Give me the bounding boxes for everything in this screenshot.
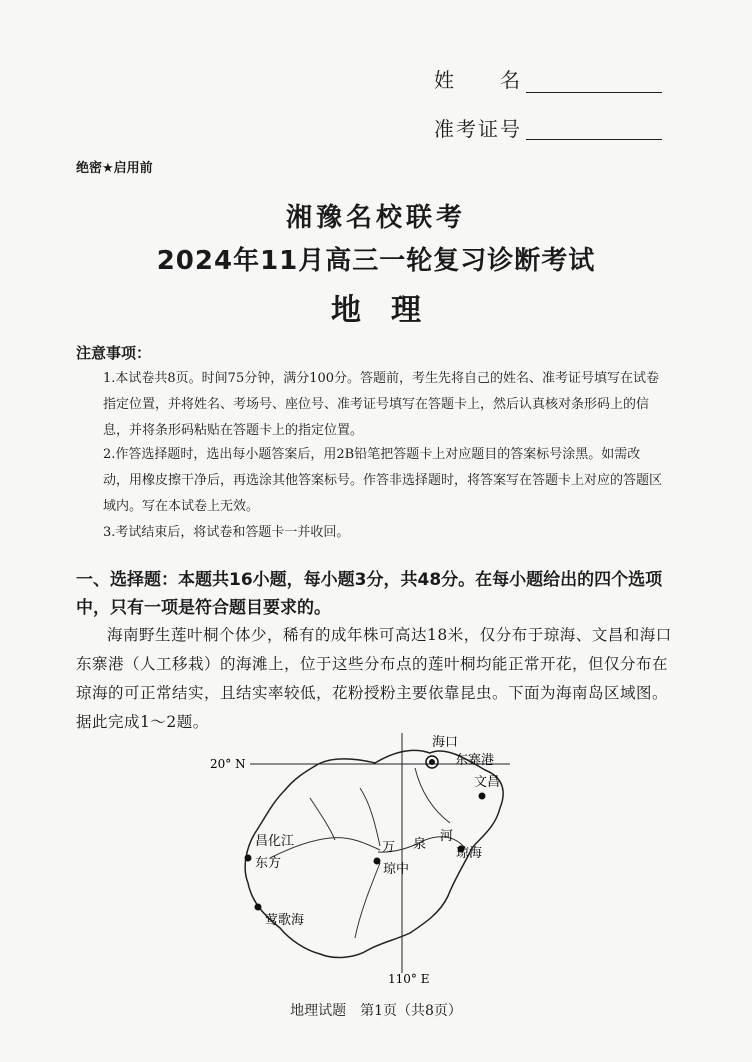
river-north xyxy=(360,788,380,846)
qiongzhong-label: 琼中 xyxy=(383,862,410,877)
qiongzhong-marker xyxy=(374,858,381,865)
wenchang-label: 文昌 xyxy=(474,775,501,790)
notice-heading: 注意事项： xyxy=(76,344,152,362)
yinggehai-marker xyxy=(255,904,262,911)
changhuajiang-label: 昌化江 xyxy=(255,834,295,849)
haikou-label: 海口 xyxy=(432,735,459,750)
subject-title: 地 理 xyxy=(331,293,421,328)
page-footer: 地理试题 第1页（共8页） xyxy=(290,1003,462,1019)
river-south xyxy=(355,863,380,938)
name-label: 姓 名 xyxy=(434,68,522,92)
dongfang-marker xyxy=(245,855,252,862)
wenchang-marker xyxy=(479,793,486,800)
wan-label: 万 xyxy=(382,840,396,855)
hainan-island-map xyxy=(210,728,530,988)
notice-item: 3.考试结束后，将试卷和答题卡一并收回。 xyxy=(103,525,350,540)
he-label: 河 xyxy=(440,829,454,844)
yinggehai-label: 莺歌海 xyxy=(265,913,305,928)
river-northeast xyxy=(415,768,450,823)
dongzhaigang-label: 东寨港 xyxy=(455,753,495,768)
river-west xyxy=(310,798,335,840)
exam-organizer-title: 湘豫名校联考 xyxy=(285,203,466,233)
name-blank-line xyxy=(526,92,662,93)
notice-item: 1.本试卷共8页。时间75分钟，满分100分。答题前，考生先将自己的姓名、准考证号填写在试卷指定位置，并将姓名、考场号、座位号、准考证号填写在答题卡上，然后认真核对条形码上的信息，并将条形码粘贴在答题卡上的指定位置。 xyxy=(103,371,660,438)
exam-name-title: 2024年11月高三一轮复习诊断考试 xyxy=(156,246,596,276)
section-heading: 一、选择题：本题共16小题，每小题3分，共48分。在每小题给出的四个选项中，只有一项是符合题目要求的。 xyxy=(76,570,663,618)
lat-label: 20° N xyxy=(210,757,246,771)
question-stem-paragraph: 海南野生莲叶桐个体少，稀有的成年株可高达18米，仅分布于琼海、文昌和海口东寨港（人工移栽）的海滩上，位于这些分布点的莲叶桐均能正常开花，但仅分布在琼海的可正常结实，且结实率较低，花粉授粉主要依靠昆虫。下面为海南岛区域图。据此完成1～2题。 xyxy=(76,626,672,731)
notice-item: 2.作答选择题时，选出每小题答案后，用2B铅笔把答题卡上对应题目的答案标号涂黑。如需改动，用橡皮擦干净后，再选涂其他答案标号。作答非选择题时，将答案写在答题卡上对应的答题区域内。写在本试卷上无效。 xyxy=(103,447,663,514)
ticket-number-label: 准考证号 xyxy=(434,117,522,141)
quan-label: 泉 xyxy=(413,837,427,852)
ticket-number-blank-line xyxy=(526,139,662,140)
dongfang-label: 东方 xyxy=(255,856,282,871)
confidential-mark: 绝密★启用前 xyxy=(76,161,153,176)
qionghai-label: 琼海 xyxy=(456,846,483,861)
lon-label: 110° E xyxy=(388,972,430,986)
